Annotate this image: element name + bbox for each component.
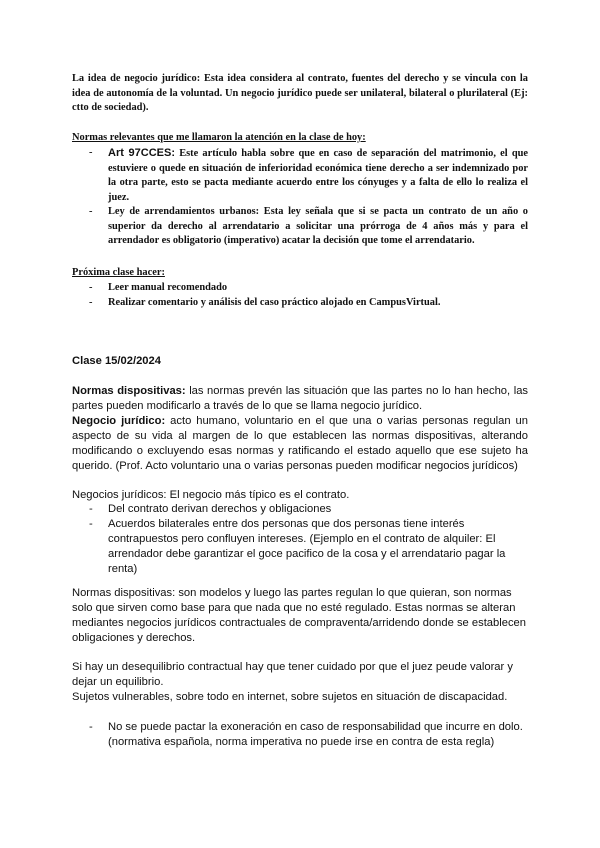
negocios-intro: Negocios jurídicos: El negocio más típico es el contrato. <box>72 489 350 501</box>
list-item: - Leer manual recomendado <box>72 281 528 296</box>
normas-relevantes-list <box>72 146 528 249</box>
normas-dispositivas-term: Normas dispositivas: <box>72 385 186 397</box>
list-item <box>72 146 528 205</box>
list-item-text: Esta ley señala que si se pacta un contrato de un año o superior da derecho al arrendatario a solicitar una prórroga de 4 años más y para el arrendador es obligatorio (imperativo) acatar la decisión que tome el arrendatario. <box>108 206 528 246</box>
negocios-list <box>72 502 528 577</box>
list-item: - No se puede pactar la exoneración en caso de responsabilidad que incurre en dolo. (normativa española, norma imperativa no puede irse en contra de esta regla) <box>72 720 528 750</box>
negocio-juridico-text: acto humano, voluntario en el que una o varias personas regulan un aspecto de su vida al margen de lo que establecen las normas dispositivas, alterando modificando o excluyendo esas normas y ratificando el estado aquello que ese sujeto ha querido. (Prof. Acto voluntario una o varias personas pueden modificar negocios jurídicos) <box>72 415 528 472</box>
list-item-term: Ley de arrendamientos urbanos: <box>108 206 260 217</box>
list-item <box>72 205 528 249</box>
intro-paragraph: La idea de negocio jurídico: Esta idea considera al contrato, fuentes del derecho y se vincula con la idea de autonomía de la voluntad. Un negocio jurídico puede ser unilateral, bilateral o plurilateral (Ej: ctto de sociedad). <box>72 73 528 113</box>
list-item-term: Art 97CCES: <box>108 147 175 159</box>
negocio-juridico-paragraph <box>72 414 528 474</box>
list-item: - Realizar comentario y análisis del caso práctico alojado en CampusVirtual. <box>72 296 528 311</box>
desequilibrio-paragraph: Si hay un desequilibrio contractual hay que tener cuidado por que el juez peude valorar y dejar un equilibrio. <box>72 661 513 688</box>
normas-dispositivas-text: las normas prevén las situación que las partes no lo han hecho, las partes pueden modificarlo a través de lo que se llama negocio jurídico. <box>72 385 529 412</box>
list-item: - Del contrato derivan derechos y obligaciones <box>72 502 528 517</box>
final-list <box>72 720 528 750</box>
list-item-text: Este artículo habla sobre que en caso de separación del matrimonio, el que estuviere o quede en situación de inferioridad económica tiene derecho a ser indemnizado por la otra parte, esto se pacta mediante acuerdo entre los cónyuges y a falta de ello lo realiza el juez. <box>108 148 528 203</box>
list-item: - Acuerdos bilaterales entre dos personas que dos personas tiene interés contrapuestos pero confluyen intereses. (Ejemplo en el contrato de alquiler: El arrendador debe garantizar el goce pacifico de la cosa y el arrendatario pagar la renta) <box>72 517 528 577</box>
normas-relevantes-title: Normas relevantes que me llamaron la atención en la clase de hoy: <box>72 132 366 143</box>
vulnerables-paragraph: Sujetos vulnerables, sobre todo en internet, sobre sujetos en situación de discapacidad. <box>72 691 508 703</box>
proxima-list <box>72 281 528 310</box>
normas-modelos-paragraph: Normas dispositivas: son modelos y luego las partes regulan lo que quieran, son normas solo que sirven como base para que nada que no esté regulado. Estas normas se alteran mediantes negocios jurídicos contractuales de compraventa/arridendo donde se establecen obligaciones y derechos. <box>72 587 526 644</box>
clase-title: Clase 15/02/2024 <box>72 355 161 367</box>
normas-dispositivas-paragraph <box>72 384 528 414</box>
negocio-juridico-term: Negocio jurídico: <box>72 415 166 427</box>
proxima-title: Próxima clase hacer: <box>72 267 165 278</box>
